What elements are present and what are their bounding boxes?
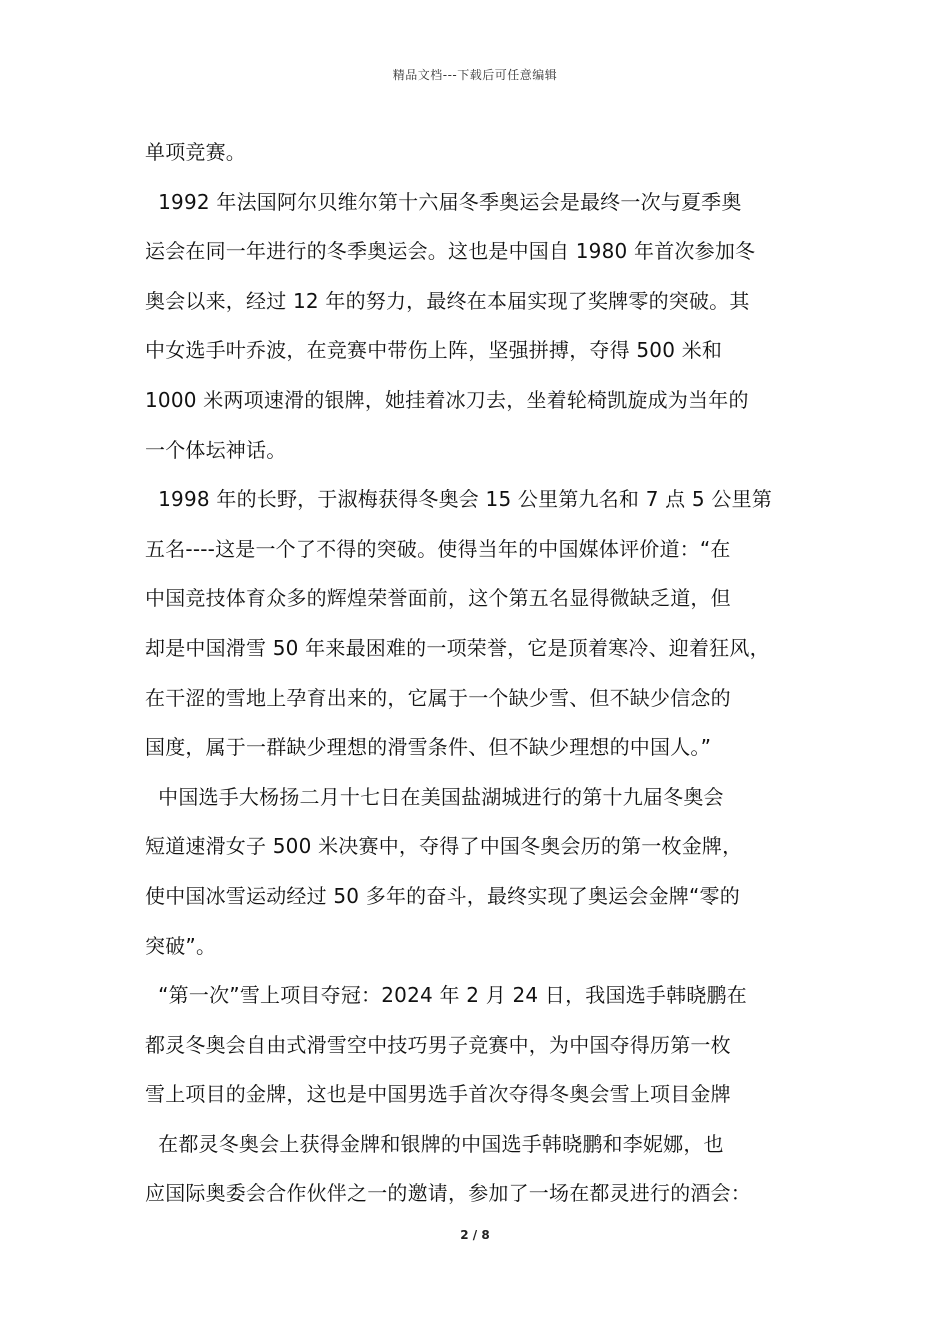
text-line: 短道速滑女子 500 米决赛中，夺得了中国冬奥会历的第一枚金牌，: [145, 834, 743, 859]
text-line: 中女选手叶乔波，在竞赛中带伤上阵，坚强拼搏，夺得 500 米和: [145, 338, 723, 363]
text-line: 突破”。: [145, 933, 217, 958]
text-line: 1998 年的长野，于淑梅获得冬奥会 15 公里第九名和 7 点 5 公里第: [145, 487, 773, 512]
page-number: 2 / 8: [460, 1228, 490, 1242]
text-line: 在干涩的雪地上孕育出来的，它属于一个缺少雪、但不缺少信念的: [145, 685, 731, 710]
text-line: 却是中国滑雪 50 年来最困难的一项荣誉，它是顶着寒冷、迎着狂风，: [145, 635, 770, 660]
text-line: 都灵冬奥会自由式滑雪空中技巧男子竞赛中，为中国夺得历第一枚: [145, 1032, 731, 1057]
text-line: 应国际奥委会合作伙伴之一的邀请，参加了一场在都灵进行的酒会：: [145, 1181, 751, 1206]
text-line: 使中国冰雪运动经过 50 多年的奋斗，最终实现了奥运会金牌“零的: [145, 883, 740, 908]
text-line: 在都灵冬奥会上获得金牌和银牌的中国选手韩晓鹏和李妮娜，也: [145, 1131, 724, 1156]
text-line: 1992 年法国阿尔贝维尔第十六届冬季奥运会是最终一次与夏季奥: [145, 189, 742, 214]
page-header: 精品文档---下载后可任意编辑: [392, 68, 558, 82]
text-line: 1000 米两项速滑的银牌，她挂着冰刀去，坐着轮椅凯旋成为当年的: [145, 387, 749, 412]
text-line: “第一次”雪上项目夺冠：2024 年 2 月 24 日，我国选手韩晓鹏在: [145, 983, 747, 1008]
text-line: 运会在同一年进行的冬季奥运会。这也是中国自 1980 年首次参加冬: [145, 239, 756, 264]
text-line: 单项竞赛。: [145, 140, 246, 164]
text-line: 中国竞技体育众多的辉煌荣誉面前，这个第五名显得微缺乏道，但: [145, 586, 731, 611]
text-line: 中国选手大杨扬二月十七日在美国盐湖城进行的第十九届冬奥会: [145, 784, 724, 809]
text-line: 雪上项目的金牌，这也是中国男选手首次夺得冬奥会雪上项目金牌: [145, 1082, 731, 1107]
document-body: [145, 128, 825, 1219]
text-line: 奥会以来，经过 12 年的努力，最终在本届实现了奖牌零的突破。其: [145, 288, 750, 313]
text-line: 五名----这是一个了不得的突破。使得当年的中国媒体评价道：“在: [145, 536, 731, 561]
text-line: 一个体坛神话。: [145, 437, 287, 462]
text-line: 国度，属于一群缺少理想的滑雪条件、但不缺少理想的中国人。”: [145, 735, 712, 760]
